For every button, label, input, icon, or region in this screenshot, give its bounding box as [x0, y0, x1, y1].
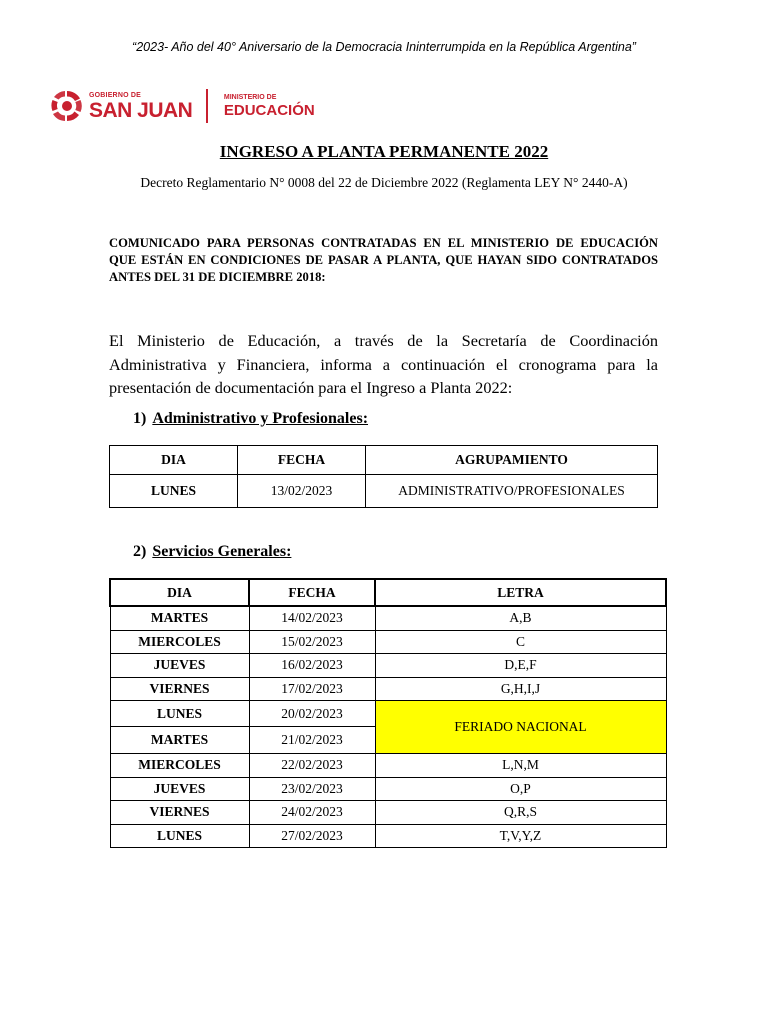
table-row	[110, 606, 666, 630]
table-row	[110, 654, 666, 678]
header-agrupamiento: AGRUPAMIENTO	[366, 446, 658, 475]
cell-dia: JUEVES	[110, 654, 249, 678]
section-1-number: 1)	[133, 410, 147, 427]
header-dia: DIA	[110, 446, 238, 475]
header-fecha: FECHA	[249, 579, 375, 606]
cell-letra: T,V,Y,Z	[375, 824, 666, 848]
logo-gobierno-big-text: SAN JUAN	[89, 98, 193, 122]
comunicado-heading: COMUNICADO PARA PERSONAS CONTRATADAS EN EL MINISTERIO DE EDUCACIÓN QUE ESTÁN EN CONDICIONES DE PASAR A PLANTA, QUE HAYAN SIDO CONTRATADOS ANTES DEL 31 DE DICIEMBRE 2018:	[109, 236, 658, 284]
cell-fecha: 17/02/2023	[249, 677, 375, 701]
cell-fecha: 21/02/2023	[249, 727, 375, 754]
cell-fecha: 16/02/2023	[249, 654, 375, 678]
cell-dia: JUEVES	[110, 777, 249, 801]
cell-letra: O,P	[375, 777, 666, 801]
san-juan-sun-logo-icon	[50, 89, 84, 123]
logo-ministerio-small-text: MINISTERIO DE	[223, 94, 277, 101]
table-row	[110, 677, 666, 701]
ministerio-educacion-logo	[224, 94, 315, 118]
table-header-row	[110, 579, 666, 606]
logos-bar	[50, 86, 315, 126]
cell-fecha: 22/02/2023	[249, 754, 375, 778]
logo-divider	[206, 89, 208, 123]
table-row	[110, 801, 666, 825]
gobierno-san-juan-logo	[89, 92, 192, 121]
header-dia: DIA	[110, 579, 249, 606]
header-letra: LETRA	[375, 579, 666, 606]
table-header-row	[110, 446, 658, 475]
cell-fecha: 24/02/2023	[249, 801, 375, 825]
cell-agrupamiento: ADMINISTRATIVO/PROFESIONALES	[366, 475, 658, 508]
cell-dia: MIERCOLES	[110, 754, 249, 778]
administrativo-schedule-table	[109, 445, 658, 508]
intro-paragraph: El Ministerio de Educación, a través de la Secretaría de Coordinación Administrativa y Financiera, informa a continuación el cronograma para la presentación de documentación para el Ingreso a Planta 2022:	[109, 331, 658, 397]
cell-fecha: 20/02/2023	[249, 701, 375, 727]
cell-letra: G,H,I,J	[375, 677, 666, 701]
table-row	[110, 824, 666, 848]
cell-letra: A,B	[375, 606, 666, 630]
cell-dia: LUNES	[110, 701, 249, 727]
feriado-nacional-cell: FERIADO NACIONAL	[375, 701, 666, 754]
logo-ministerio-big-text: EDUCACIÓN	[223, 102, 315, 119]
document-title: INGRESO A PLANTA PERMANENTE 2022	[219, 142, 549, 161]
header-fecha: FECHA	[238, 446, 366, 475]
table-row	[110, 754, 666, 778]
decree-reference: Decreto Reglamentario N° 0008 del 22 de Diciembre 2022 (Reglamenta LEY N° 2440-A)	[140, 175, 628, 190]
cell-letra: L,N,M	[375, 754, 666, 778]
section-2-number: 2)	[133, 543, 147, 560]
cell-dia: MARTES	[110, 727, 249, 754]
section-2-label: Servicios Generales:	[152, 543, 292, 560]
table-row	[110, 701, 666, 727]
cell-fecha: 15/02/2023	[249, 630, 375, 654]
logo-gobierno-small-text: GOBIERNO DE	[89, 91, 141, 99]
cell-fecha: 13/02/2023	[238, 475, 366, 508]
cell-dia: MIERCOLES	[110, 630, 249, 654]
cell-fecha: 27/02/2023	[249, 824, 375, 848]
table-row	[110, 777, 666, 801]
table-row	[110, 630, 666, 654]
cell-letra: C	[375, 630, 666, 654]
section-1-heading	[133, 410, 368, 428]
cell-dia: MARTES	[110, 606, 249, 630]
table-row	[110, 475, 658, 508]
cell-dia: VIERNES	[110, 677, 249, 701]
motto-header: “2023- Año del 40° Aniversario de la Democracia Ininterrumpida en la República Argentina”	[132, 40, 636, 54]
cell-dia: VIERNES	[110, 801, 249, 825]
section-2-heading	[133, 543, 291, 561]
cell-fecha: 23/02/2023	[249, 777, 375, 801]
cell-dia: LUNES	[110, 475, 238, 508]
cell-letra: D,E,F	[375, 654, 666, 678]
cell-letra: Q,R,S	[375, 801, 666, 825]
cell-dia: LUNES	[110, 824, 249, 848]
servicios-generales-schedule-table	[109, 578, 667, 848]
cell-fecha: 14/02/2023	[249, 606, 375, 630]
section-1-label: Administrativo y Profesionales:	[152, 410, 369, 427]
